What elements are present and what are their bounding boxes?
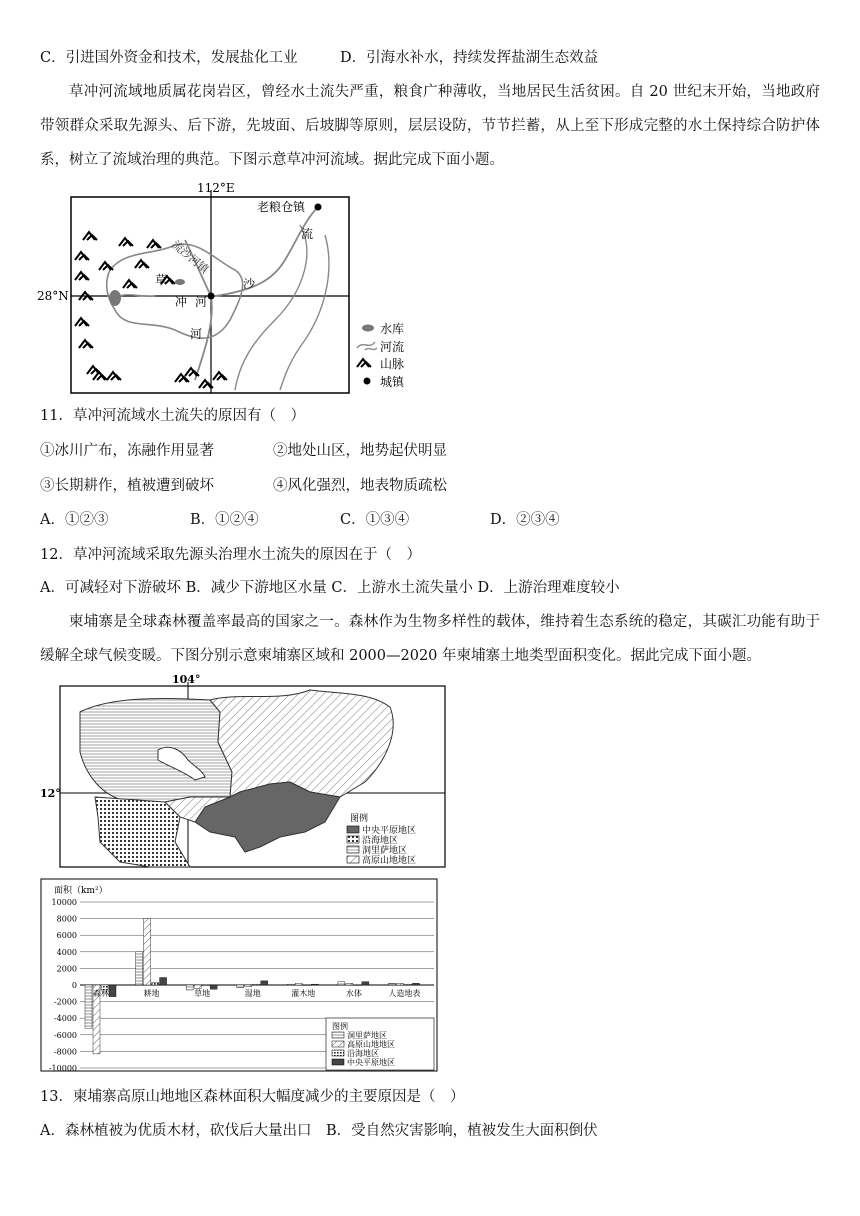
map1-legend bbox=[357, 321, 405, 389]
bar-水体-高原山地地区 bbox=[346, 983, 353, 985]
q11-option-b[interactable]: B．①②④ bbox=[190, 512, 259, 528]
chart-ylabel: 面积（km²） bbox=[54, 886, 108, 896]
category-label: 耕地 bbox=[143, 989, 160, 998]
y-tick-label: -4000 bbox=[53, 1014, 77, 1024]
category-label: 草地 bbox=[194, 989, 211, 998]
y-tick-label: 4000 bbox=[56, 947, 77, 957]
bar-湿地-中央平原地区 bbox=[261, 981, 268, 985]
svg-text:图例: 图例 bbox=[350, 814, 369, 824]
svg-text:洞里萨地区: 洞里萨地区 bbox=[362, 846, 408, 856]
bar-草地-高原山地地区 bbox=[194, 985, 201, 988]
category-label: 灌木地 bbox=[291, 989, 316, 998]
svg-text:高原山地地区: 高原山地地区 bbox=[362, 856, 417, 866]
lat-label-12: 12° bbox=[40, 787, 61, 800]
bar-耕地-沿海地区 bbox=[152, 983, 159, 985]
bar-草地-沿海地区 bbox=[202, 985, 209, 986]
bar-湿地-洞里萨地区 bbox=[237, 985, 244, 987]
river-char-chong: 冲 bbox=[175, 295, 188, 309]
reservoir-marker bbox=[109, 290, 121, 306]
bar-草地-洞里萨地区 bbox=[186, 985, 193, 990]
bar-耕地-洞里萨地区 bbox=[136, 952, 143, 985]
legend-series-4: 中央平原地区 bbox=[347, 1058, 395, 1067]
y-tick-label: -8000 bbox=[53, 1047, 77, 1057]
chart-legend bbox=[326, 1018, 434, 1070]
category-label: 森林 bbox=[93, 989, 109, 998]
q11-item-1: ①冰川广布，冻融作用显著 bbox=[40, 443, 214, 459]
bar-水体-洞里萨地区 bbox=[338, 982, 345, 985]
region-highland bbox=[210, 690, 393, 797]
q11-item-2: ②地处山区，地势起伏明显 bbox=[273, 443, 447, 459]
legend-series-1: 洞里萨地区 bbox=[347, 1031, 387, 1040]
legend-series-2: 高原山地地区 bbox=[347, 1040, 395, 1049]
q12-stem: 12．草冲河流域采取先源头治理水土流失的原因在于（ ） bbox=[40, 547, 421, 563]
legend-town: 城镇 bbox=[380, 375, 405, 389]
bar-灌木地-高原山地地区 bbox=[295, 983, 302, 985]
river-char-cao: 草 bbox=[155, 273, 168, 287]
svg-text:图例: 图例 bbox=[332, 1022, 348, 1031]
q11-option-d[interactable]: D．②③④ bbox=[490, 512, 560, 528]
river-char-1: 流 bbox=[301, 227, 314, 241]
y-tick-label: -6000 bbox=[53, 1030, 77, 1040]
region-tonle-sap bbox=[80, 698, 232, 802]
bar-人造地表-沿海地区 bbox=[404, 984, 411, 985]
q11-item-4: ④风化强烈，地表物质疏松 bbox=[273, 478, 447, 494]
caochong-basin-map bbox=[35, 180, 415, 400]
legend-reservoir: 水库 bbox=[380, 322, 405, 336]
bar-灌木地-沿海地区 bbox=[303, 985, 310, 986]
cambodia-region-map bbox=[40, 672, 450, 872]
river-char-2: 沙 bbox=[243, 277, 256, 291]
category-label: 水体 bbox=[345, 989, 362, 998]
bar-湿地-沿海地区 bbox=[253, 984, 260, 985]
bar-灌木地-中央平原地区 bbox=[311, 984, 318, 985]
land-type-change-chart bbox=[40, 878, 440, 1074]
lon-label-104: 104° bbox=[172, 673, 201, 686]
svg-text:中央平原地区: 中央平原地区 bbox=[362, 826, 417, 836]
bar-草地-中央平原地区 bbox=[210, 985, 217, 989]
y-tick-label: 8000 bbox=[56, 914, 77, 924]
lon-label-112e: 112°E bbox=[197, 181, 235, 195]
bar-湿地-高原山地地区 bbox=[245, 985, 252, 987]
y-tick-label: -2000 bbox=[53, 997, 77, 1007]
q12-options[interactable]: A．可减轻对下游破坏 B．减少下游地区水量 C．上游水土流失量小 D．上游治理难度较小 bbox=[40, 580, 620, 596]
category-label: 人造地表 bbox=[388, 989, 421, 998]
legend-river: 河流 bbox=[380, 340, 405, 354]
q11-option-a[interactable]: A．①②③ bbox=[40, 512, 109, 528]
passage-caochong: 草冲河流域地质属花岗岩区，曾经水土流失严重，粮食广种薄收，当地居民生活贫困。自 20 世纪末开始，当地政府带领群众采取先源头、后下游，先坡面、后坡脚等原则，层层设防，节节拦蓄，从上至下形成完整的水土保持综合防护体系，树立了流域治理的典范。下图示意草冲河流域。据此完成下面小题。 bbox=[40, 84, 820, 168]
bar-水体-沿海地区 bbox=[354, 985, 361, 986]
y-tick-label: 2000 bbox=[56, 964, 77, 974]
legend-mountain: 山脉 bbox=[380, 357, 405, 371]
bar-水体-中央平原地区 bbox=[362, 982, 369, 985]
category-label: 湿地 bbox=[244, 989, 261, 998]
q11-item-3: ③长期耕作，植被遭到破坏 bbox=[40, 478, 214, 494]
q13-stem: 13．柬埔寨高原山地地区森林面积大幅度减少的主要原因是（ ） bbox=[40, 1089, 465, 1105]
svg-text:沿海地区: 沿海地区 bbox=[362, 836, 399, 846]
legend-series-3: 沿海地区 bbox=[347, 1049, 379, 1058]
river-char-he2: 河 bbox=[190, 327, 203, 341]
bar-人造地表-高原山地地区 bbox=[396, 983, 403, 985]
option-d-prev: D．引海水补水，持续发挥盐湖生态效益 bbox=[340, 50, 599, 66]
bar-人造地表-中央平原地区 bbox=[412, 983, 419, 985]
bar-耕地-高原山地地区 bbox=[144, 919, 151, 985]
town-laoliangcang bbox=[315, 204, 322, 211]
passage-cambodia: 柬埔寨是全球森林覆盖率最高的国家之一。森林作为生物多样性的载体，维持着生态系统的稳定，其碳汇功能有助于缓解全球气候变暖。下图分别示意柬埔寨区域和 2000—2020 年柬埔寨土地类型面积变化。据此完成下面小题。 bbox=[40, 614, 820, 664]
q11-option-c[interactable]: C．①③④ bbox=[340, 512, 410, 528]
town-label: 老粮仓镇 bbox=[257, 200, 306, 214]
bar-人造地表-洞里萨地区 bbox=[388, 983, 395, 985]
y-tick-label: 6000 bbox=[56, 931, 77, 941]
y-tick-label: -10000 bbox=[48, 1064, 77, 1073]
option-c-prev: C．引进国外资金和技术，发展盐化工业 bbox=[40, 50, 298, 66]
lat-label-28n: 28°N bbox=[37, 289, 69, 303]
y-tick-label: 0 bbox=[71, 981, 77, 990]
river-char-he: 河 bbox=[195, 295, 208, 309]
bar-森林-中央平原地区 bbox=[109, 985, 116, 997]
q13-options[interactable]: A．森林植被为优质木材，砍伐后大量出口 B．受自然灾害影响，植被发生大面积倒伏 bbox=[40, 1123, 598, 1139]
y-tick-label: 10000 bbox=[51, 898, 77, 907]
bar-灌木地-洞里萨地区 bbox=[287, 984, 294, 985]
town-label-liushahe: 流沙河镇 bbox=[169, 237, 212, 277]
bar-森林-洞里萨地区 bbox=[85, 985, 92, 1028]
town-liushahe bbox=[208, 293, 215, 300]
q11-stem: 11．草冲河流域水土流失的原因有（ ） bbox=[40, 408, 305, 424]
bar-耕地-中央平原地区 bbox=[160, 978, 167, 985]
